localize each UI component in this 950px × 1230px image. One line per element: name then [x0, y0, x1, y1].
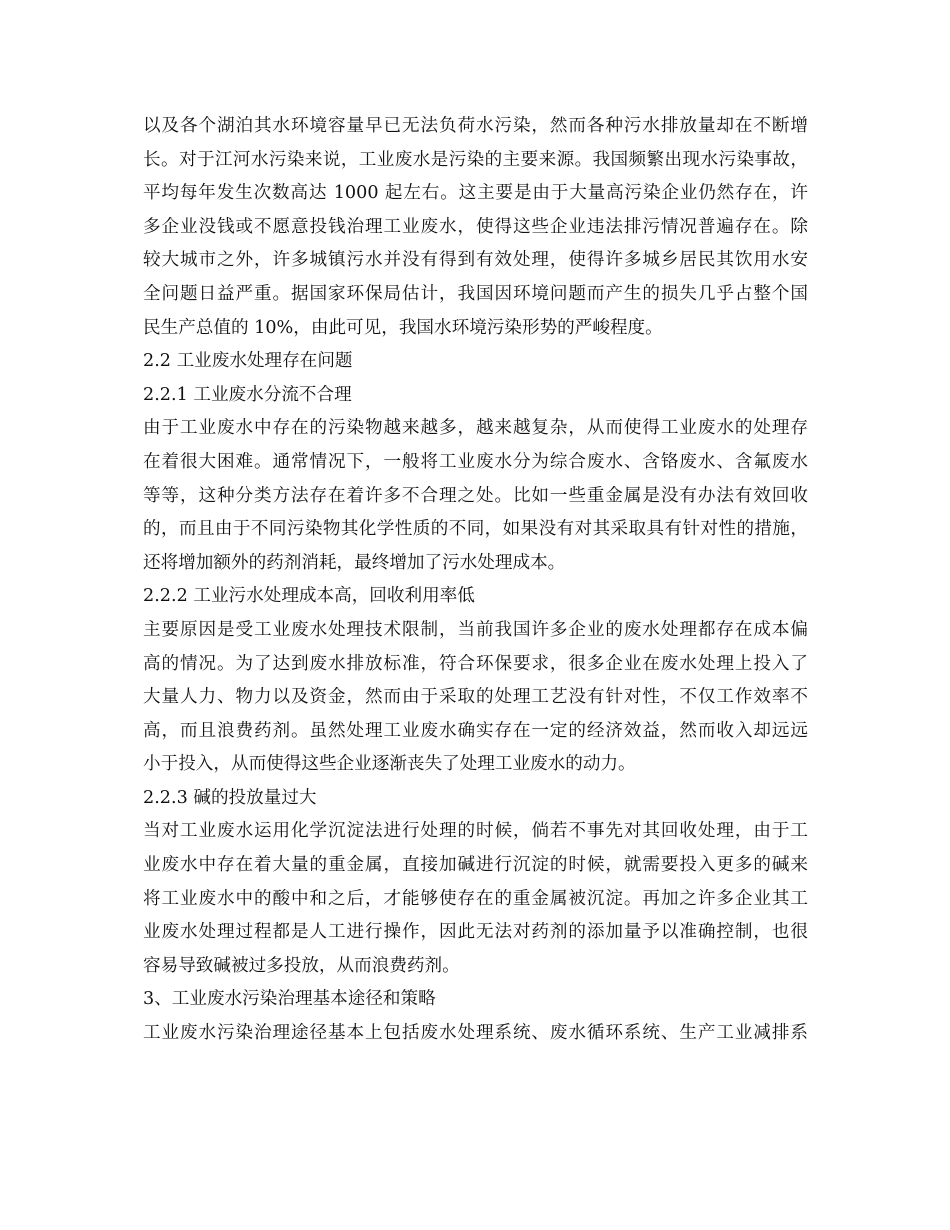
text-line: 全问题日益严重。据国家环保局估计，我国因环境问题而产生的损失几乎占整个国: [143, 283, 808, 304]
subsection-heading: 2.2.2 工业污水处理成本高，回收利用率低: [143, 586, 475, 607]
text-line: 在着很大困难。通常情况下，一般将工业废水分为综合废水、含铬废水、含氟废水: [143, 451, 808, 472]
section-heading: 2.2 工业废水处理存在问题: [143, 351, 353, 372]
text-line: 的，而且由于不同污染物其化学性质的不同，如果没有对其采取具有针对性的措施，: [143, 519, 808, 540]
subsection-heading: 2.2.3 碱的投放量过大: [143, 787, 317, 808]
text-line: 高，而且浪费药剂。虽然处理工业废水确实存在一定的经济效益，然而收入却远远: [143, 720, 808, 741]
text-line: 较大城市之外，许多城镇污水并没有得到有效处理，使得许多城乡居民其饮用水安: [143, 250, 808, 271]
text-line: 工业废水污染治理途径基本上包括废水处理系统、废水循环系统、生产工业减排系: [143, 1023, 808, 1044]
document-body: [143, 110, 808, 1051]
text-line: 主要原因是受工业废水处理技术限制，当前我国许多企业的废水处理都存在成本偏: [143, 619, 808, 640]
text-line: 以及各个湖泊其水环境容量早已无法负荷水污染，然而各种污水排放量却在不断增: [143, 116, 808, 136]
section-heading: 3、工业废水污染治理基本途径和策略: [143, 989, 436, 1010]
text-line: 大量人力、物力以及资金，然而由于采取的处理工艺没有针对性，不仅工作效率不: [143, 687, 808, 708]
text-line: 长。对于江河水污染来说，工业废水是污染的主要来源。我国频繁出现水污染事故，: [143, 149, 808, 170]
text-line: 业废水处理过程都是人工进行操作，因此无法对药剂的添加量予以准确控制，也很: [143, 922, 808, 943]
text-line: 平均每年发生次数高达 1000 起左右。这主要是由于大量高污染企业仍然存在，许: [143, 183, 808, 204]
text-line: 由于工业废水中存在的污染物越来越多，越来越复杂，从而使得工业废水的处理存: [143, 418, 808, 439]
text-line: 高的情况。为了达到废水排放标准，符合环保要求，很多企业在废水处理上投入了: [143, 653, 808, 674]
text-line: 多企业没钱或不愿意投钱治理工业废水，使得这些企业违法排污情况普遍存在。除: [143, 216, 808, 237]
text-line: 将工业废水中的酸中和之后，才能够使存在的重金属被沉淀。再加之许多企业其工: [143, 888, 808, 909]
text-line: 业废水中存在着大量的重金属，直接加碱进行沉淀的时候，就需要投入更多的碱来: [143, 855, 808, 876]
text-line: 等等，这种分类方法存在着许多不合理之处。比如一些重金属是没有办法有效回收: [143, 485, 808, 506]
text-line: 民生产总值的 10%，由此可见，我国水环境污染形势的严峻程度。: [143, 317, 663, 338]
subsection-heading: 2.2.1 工业废水分流不合理: [143, 384, 352, 405]
text-line: 小于投入，从而使得这些企业逐渐丧失了处理工业废水的动力。: [143, 754, 636, 775]
text-line: 还将增加额外的药剂消耗，最终增加了污水处理成本。: [143, 552, 566, 573]
text-line: 容易导致碱被过多投放，从而浪费药剂。: [143, 955, 460, 976]
text-line: 当对工业废水运用化学沉淀法进行处理的时候，倘若不事先对其回收处理，由于工: [143, 821, 808, 842]
